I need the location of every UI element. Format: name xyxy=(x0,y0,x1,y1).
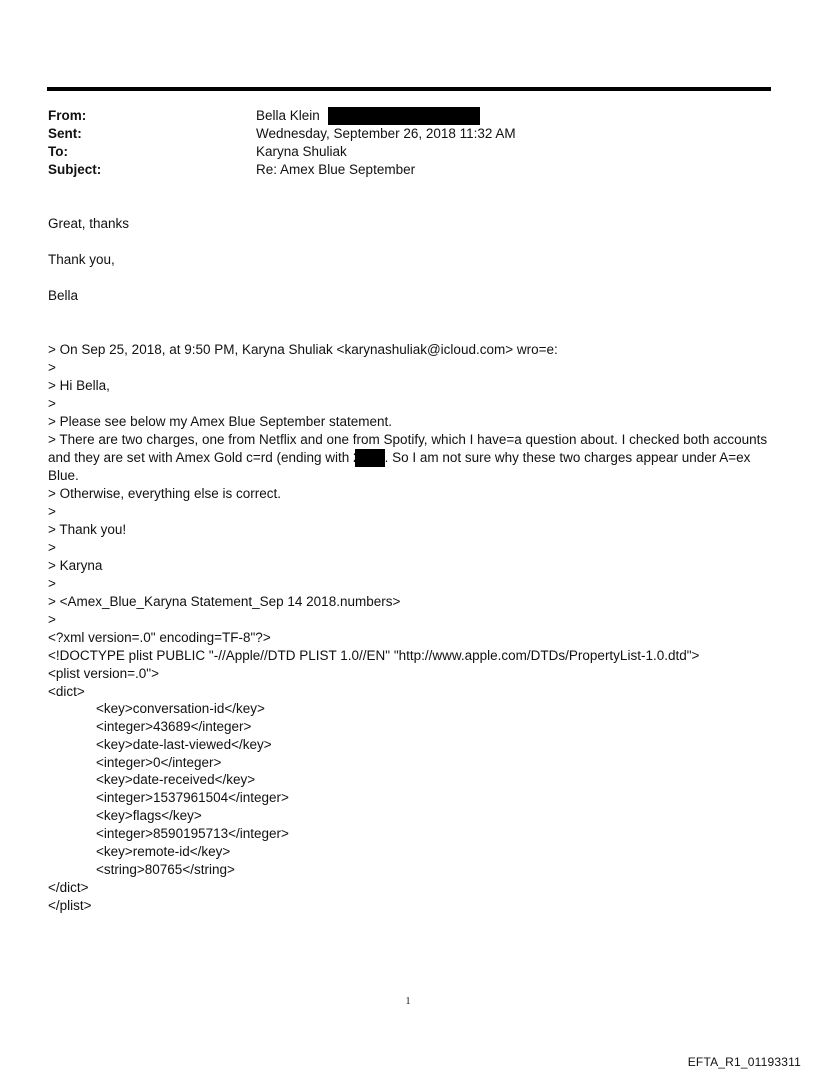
quoted-text: . So I am not sure why these two charges appear under A=ex Blue. xyxy=(48,450,751,483)
from-value xyxy=(256,107,480,125)
attachment-line: > <Amex_Blue_Karyna Statement_Sep 14 2018.numbers> xyxy=(48,594,401,609)
quoted-paragraph xyxy=(48,431,773,485)
document-id: EFTA_R1_01193311 xyxy=(687,1055,801,1069)
quoted-line: > Otherwise, everything else is correct. xyxy=(48,486,281,501)
plist-line: <plist version=.0"> xyxy=(48,666,159,681)
plist-line: <integer>8590195713</integer> xyxy=(96,826,289,841)
subject-label: Subject: xyxy=(48,162,102,177)
plist-line: <key>date-received</key> xyxy=(96,772,256,787)
plist-line: <string>80765</string> xyxy=(96,862,235,877)
sent-label: Sent: xyxy=(48,126,82,141)
quoted-line: > xyxy=(48,540,56,555)
body-line: Bella xyxy=(48,288,79,303)
plist-line: <key>conversation-id</key> xyxy=(96,701,265,716)
body-line: Great, thanks xyxy=(48,216,130,231)
header-divider xyxy=(47,87,771,91)
plist-line: <key>flags</key> xyxy=(96,808,202,823)
plist-line: <dict> xyxy=(48,684,85,699)
subject-value: Re: Amex Blue September xyxy=(256,162,416,177)
quoted-text: > There are two charges, one from Netflix and one from Spotify, which I have=a question about. I checked both accounts and they are set with Amex Gold c=rd (ending with xyxy=(48,432,768,465)
quoted-line: > xyxy=(48,360,56,375)
quoted-line: > xyxy=(48,612,56,627)
quoted-line: > Please see below my Amex Blue September statement. xyxy=(48,414,393,429)
plist-line: <integer>0</integer> xyxy=(96,755,222,770)
to-label: To: xyxy=(48,144,68,159)
plist-line: <integer>43689</integer> xyxy=(96,719,252,734)
quoted-line: > xyxy=(48,504,56,519)
plist-line: <?xml version=.0" encoding=TF-8"?> xyxy=(48,630,271,645)
redaction-box xyxy=(355,449,385,467)
from-label: From: xyxy=(48,108,87,123)
body-line: Thank you, xyxy=(48,252,115,267)
plist-line: <!DOCTYPE plist PUBLIC "-//Apple//DTD PLIST 1.0//EN" "http://www.apple.com/DTDs/PropertyList-1.0.dtd"> xyxy=(48,648,700,663)
plist-line: <key>remote-id</key> xyxy=(96,844,231,859)
quoted-line: > Hi Bella, xyxy=(48,378,110,393)
quoted-line: > Karyna xyxy=(48,558,103,573)
plist-line: </dict> xyxy=(48,880,89,895)
quoted-line: > xyxy=(48,576,56,591)
to-value: Karyna Shuliak xyxy=(256,144,347,159)
quoted-line: > xyxy=(48,396,56,411)
from-name: Bella Klein xyxy=(256,108,320,123)
page-number: 1 xyxy=(405,996,411,1007)
sent-value: Wednesday, September 26, 2018 11:32 AM xyxy=(256,126,516,141)
quoted-line: > On Sep 25, 2018, at 9:50 PM, Karyna Shuliak <karynashuliak@icloud.com> wro=e: xyxy=(48,342,558,357)
quoted-line: > Thank you! xyxy=(48,522,127,537)
plist-line: <key>date-last-viewed</key> xyxy=(96,737,272,752)
redaction-box xyxy=(328,107,480,125)
plist-line: <integer>1537961504</integer> xyxy=(96,790,289,805)
plist-line: </plist> xyxy=(48,898,92,913)
